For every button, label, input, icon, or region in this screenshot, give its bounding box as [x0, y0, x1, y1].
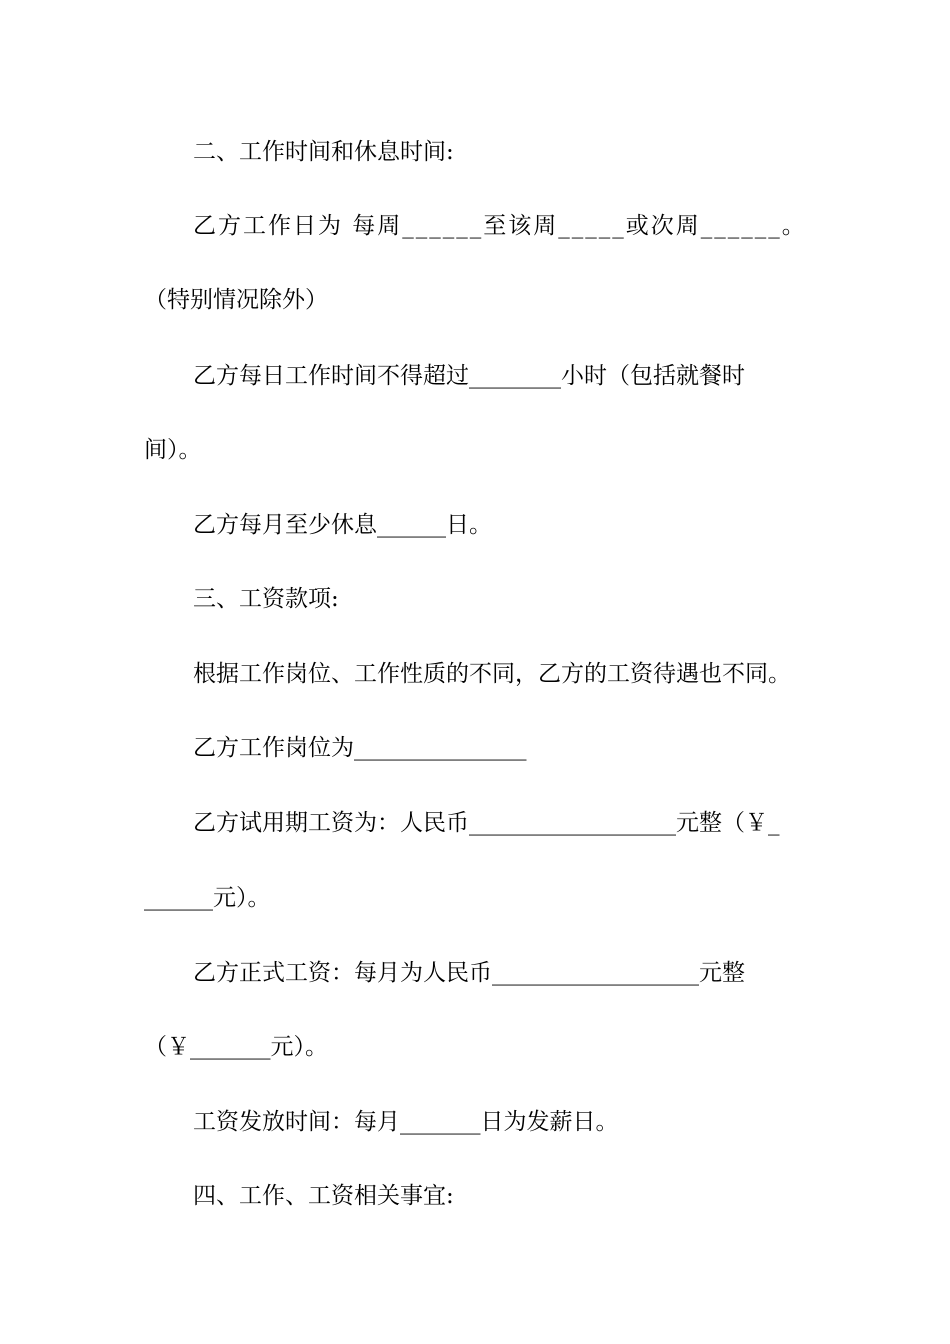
- paragraph-position: 乙方工作岗位为_______________: [193, 735, 527, 761]
- paragraph-monthly-rest: 乙方每月至少休息______日。: [193, 512, 492, 538]
- section-heading-related-matters: 四、工作、工资相关事宜:: [193, 1183, 454, 1209]
- paragraph-daily-hours-cont: 间）。: [144, 437, 202, 463]
- paragraph-payday: 工资发放时间：每月_______日为发薪日。: [193, 1109, 619, 1135]
- paragraph-workdays: 乙方工作日为 每周______至该周_____或次周______。: [193, 213, 807, 239]
- paragraph-formal-wage: 乙方正式工资：每月为人民币__________________元整: [193, 960, 745, 986]
- section-heading-wages: 三、工资款项:: [193, 586, 339, 612]
- paragraph-daily-hours: 乙方每日工作时间不得超过________小时（包括就餐时: [193, 363, 745, 389]
- paragraph-probation-wage-cont: ______元）。: [144, 885, 271, 911]
- paragraph-workdays-note: （特别情况除外）: [144, 287, 328, 313]
- paragraph-formal-wage-cont: （￥_______元）。: [144, 1034, 328, 1060]
- paragraph-wage-basis: 根据工作岗位、工作性质的不同，乙方的工资待遇也不同。: [193, 661, 791, 687]
- paragraph-probation-wage: 乙方试用期工资为：人民币__________________元整（￥_: [193, 810, 780, 836]
- section-heading-work-hours: 二、工作时间和休息时间:: [193, 139, 454, 165]
